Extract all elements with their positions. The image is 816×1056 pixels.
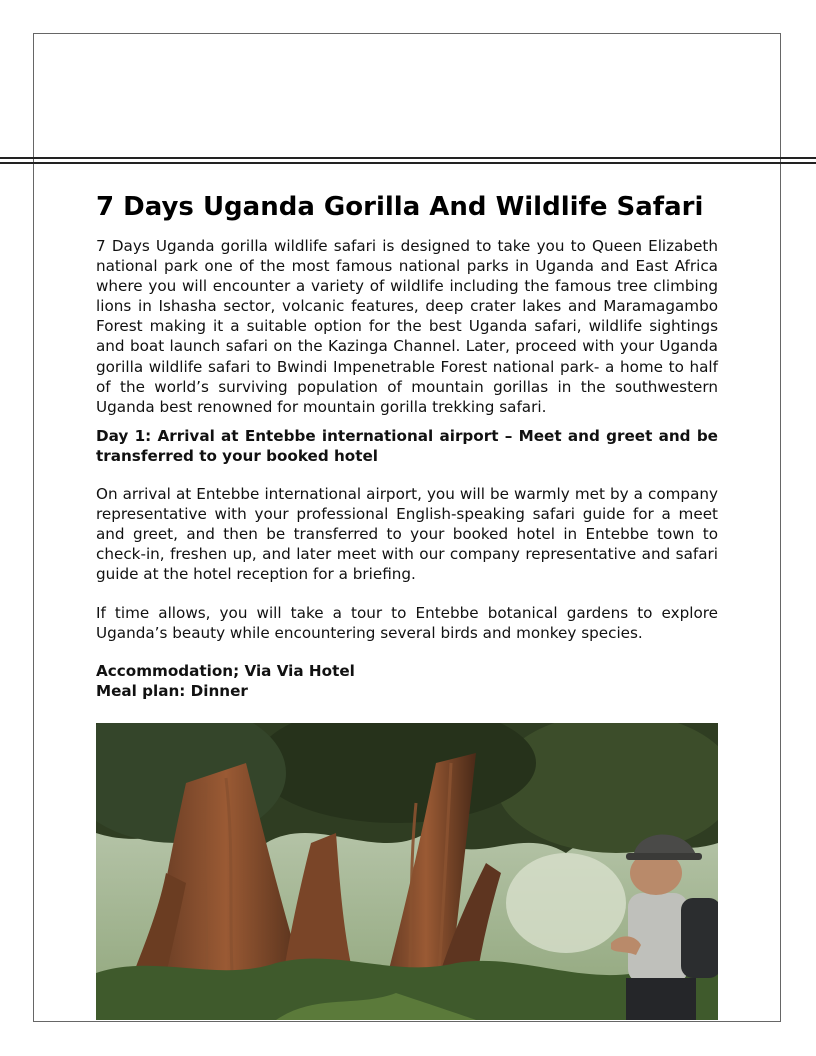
meal-plan-line: Meal plan: Dinner — [96, 681, 248, 700]
document-body — [96, 190, 718, 701]
accommodation-line: Accommodation; Via Via Hotel — [96, 661, 355, 680]
header-rule-bottom — [0, 162, 816, 164]
day-1-heading: Day 1: Arrival at Entebbe international airport – Meet and greet and be transferred to your booked hotel — [96, 426, 718, 465]
page-title: 7 Days Uganda Gorilla And Wildlife Safari — [96, 192, 704, 222]
day-1-paragraph-1: On arrival at Entebbe international airport, you will be warmly met by a company representative with your professional English-speaking safari guide for a meet and greet, and then be transferred to your booked hotel in Entebbe town to check-in, freshen up, and later meet with our company representative and safari guide at the hotel reception for a briefing. — [96, 485, 718, 584]
forest-hiker-photo — [96, 723, 718, 1020]
day-1-paragraph-2: If time allows, you will take a tour to Entebbe botanical gardens to explore Uganda’s beauty while encountering several birds and monkey species. — [96, 603, 718, 642]
intro-paragraph: 7 Days Uganda gorilla wildlife safari is designed to take you to Queen Elizabeth national park one of the most famous national parks in Uganda and East Africa where you will encounter a variety of wildlife including the famous tree climbing lions in Ishasha sector, volcanic features, deep crater lakes and Maramagambo Forest making it a suitable option for the best Uganda safari, wildlife sightings and boat launch safari on the Kazinga Channel. Later, proceed with your Uganda gorilla wildlife safari to Bwindi Impenetrable Forest national park- a home to half of the world’s surviving population of mountain gorillas in the southwestern Uganda best renowned for mountain gorilla trekking safari. — [96, 237, 718, 416]
header-rule-top — [0, 157, 816, 159]
